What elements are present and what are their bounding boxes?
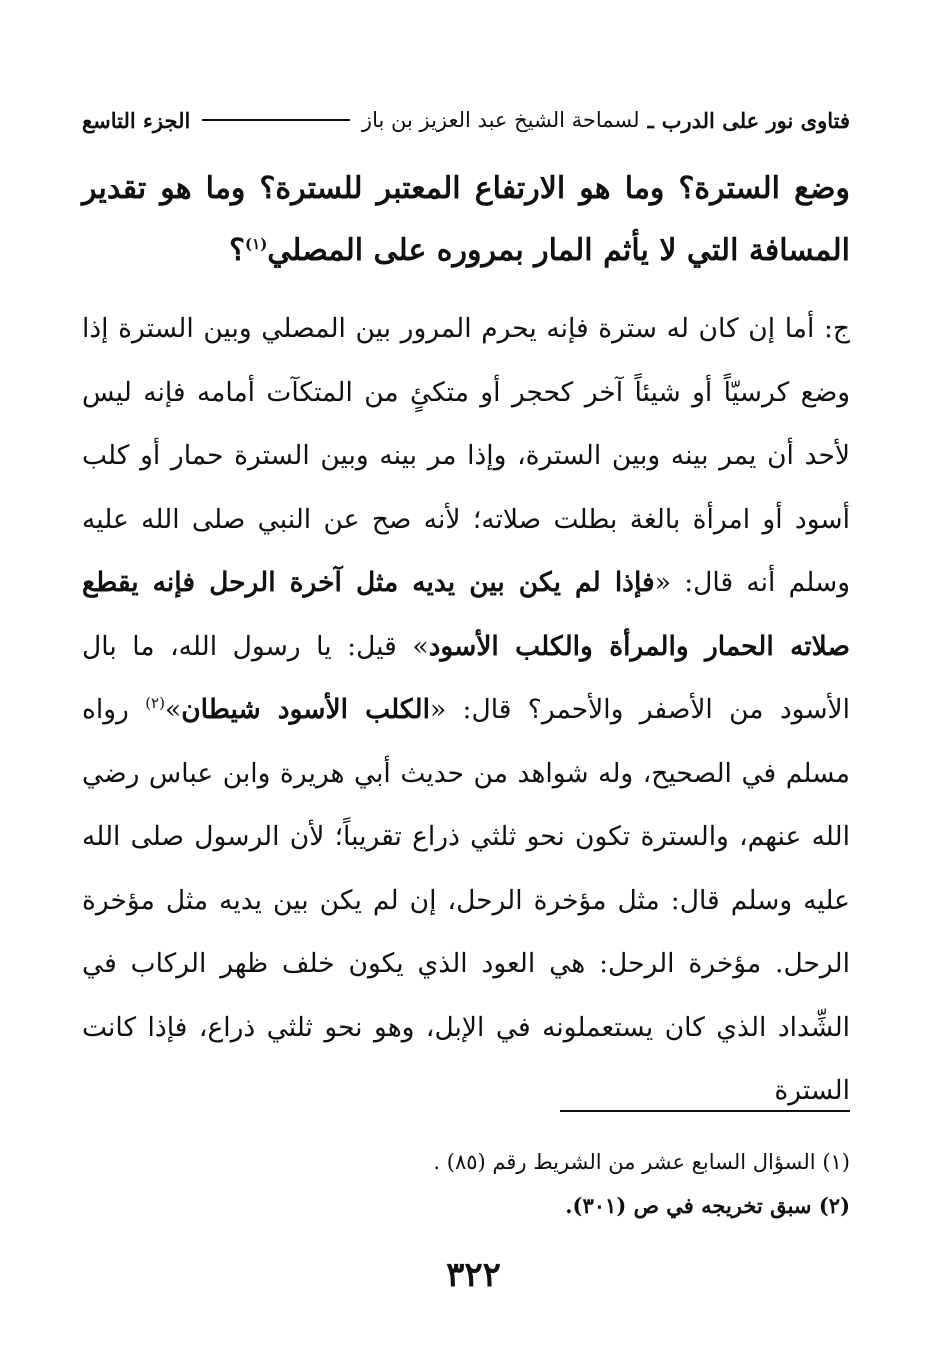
footnotes — [200, 1140, 850, 1228]
answer-segment-2: » قيل: يا رسول الله، ما بال الأسود من الأصفر والأحمر؟ قال: « — [82, 630, 851, 725]
running-header — [82, 100, 850, 140]
footnote-ref-2: (٢) — [145, 694, 165, 713]
volume-label: الجزء التاسع — [82, 107, 191, 133]
question-text — [82, 158, 850, 282]
footnote-separator — [560, 1110, 850, 1112]
question-mark: ؟ — [229, 233, 246, 268]
page-number: ٣٢٢ — [446, 1255, 501, 1295]
answer-paragraph — [82, 297, 850, 1123]
footnote-1: (١) السؤال السابع عشر من الشريط رقم (٨٥) . — [433, 1150, 850, 1174]
answer-segment-3: » — [164, 694, 182, 725]
book-title: فتاوى نور على الدرب — [661, 107, 850, 133]
book-author: لسماحة الشيخ عبد العزيز بن باز — [361, 108, 640, 132]
answer-text — [82, 297, 850, 1123]
hadith-quote-1: فإذا لم يكن بين يديه مثل آخرة الرحل فإنه يقطع صلاته الحمار والمرأة والكلب الأسود — [82, 567, 850, 662]
question-body: وضع السترة؟ وما هو الارتفاع المعتبر للسترة؟ وما هو تقدير المسافة التي لا يأثم المار بمروره على المصلي — [82, 171, 850, 268]
footnote-2: (٢) سبق تخريجه في ص (٣٠١). — [565, 1193, 850, 1218]
answer-segment-4: رواه مسلم في الصحيح، وله شواهد من حديث أبي هريرة وابن عباس رضي الله عنهم، والسترة تكون نحو ثلثي ذراع تقريباً؛ لأن الرسول صلى الله عليه وسلم قال: مثل مؤخرة الرحل، إن لم يكن بين يديه مثل مؤخرة الرحل. مؤخرة الرحل: هي العود الذي يكون خلف ظهر الركاب في الشِّداد الذي كان يستعملونه في الإبل، وهو نحو ثلثي ذراع، فإذا كانت السترة — [82, 694, 850, 1106]
answer-segment-1: ج: أما إن كان له سترة فإنه يحرم المرور بين المصلي وبين السترة إذا وضع كرسيّاً أو شيئاً آخر كحجر أو متكئٍ من المتكآت أمامه فإنه ليس لأحد أن يمر بينه وبين السترة، وإذا مر بينه وبين السترة حمار أو كلب أسود أو امرأة بالغة بطلت صلاته؛ لأنه صح عن النبي صلى الله عليه وسلم أنه قال: « — [82, 313, 851, 598]
header-separator: ـ — [647, 107, 654, 133]
footnote-ref-1: (١) — [245, 235, 268, 253]
hadith-quote-2: الكلب الأسود شيطان — [181, 694, 430, 725]
header-rule — [202, 119, 350, 121]
